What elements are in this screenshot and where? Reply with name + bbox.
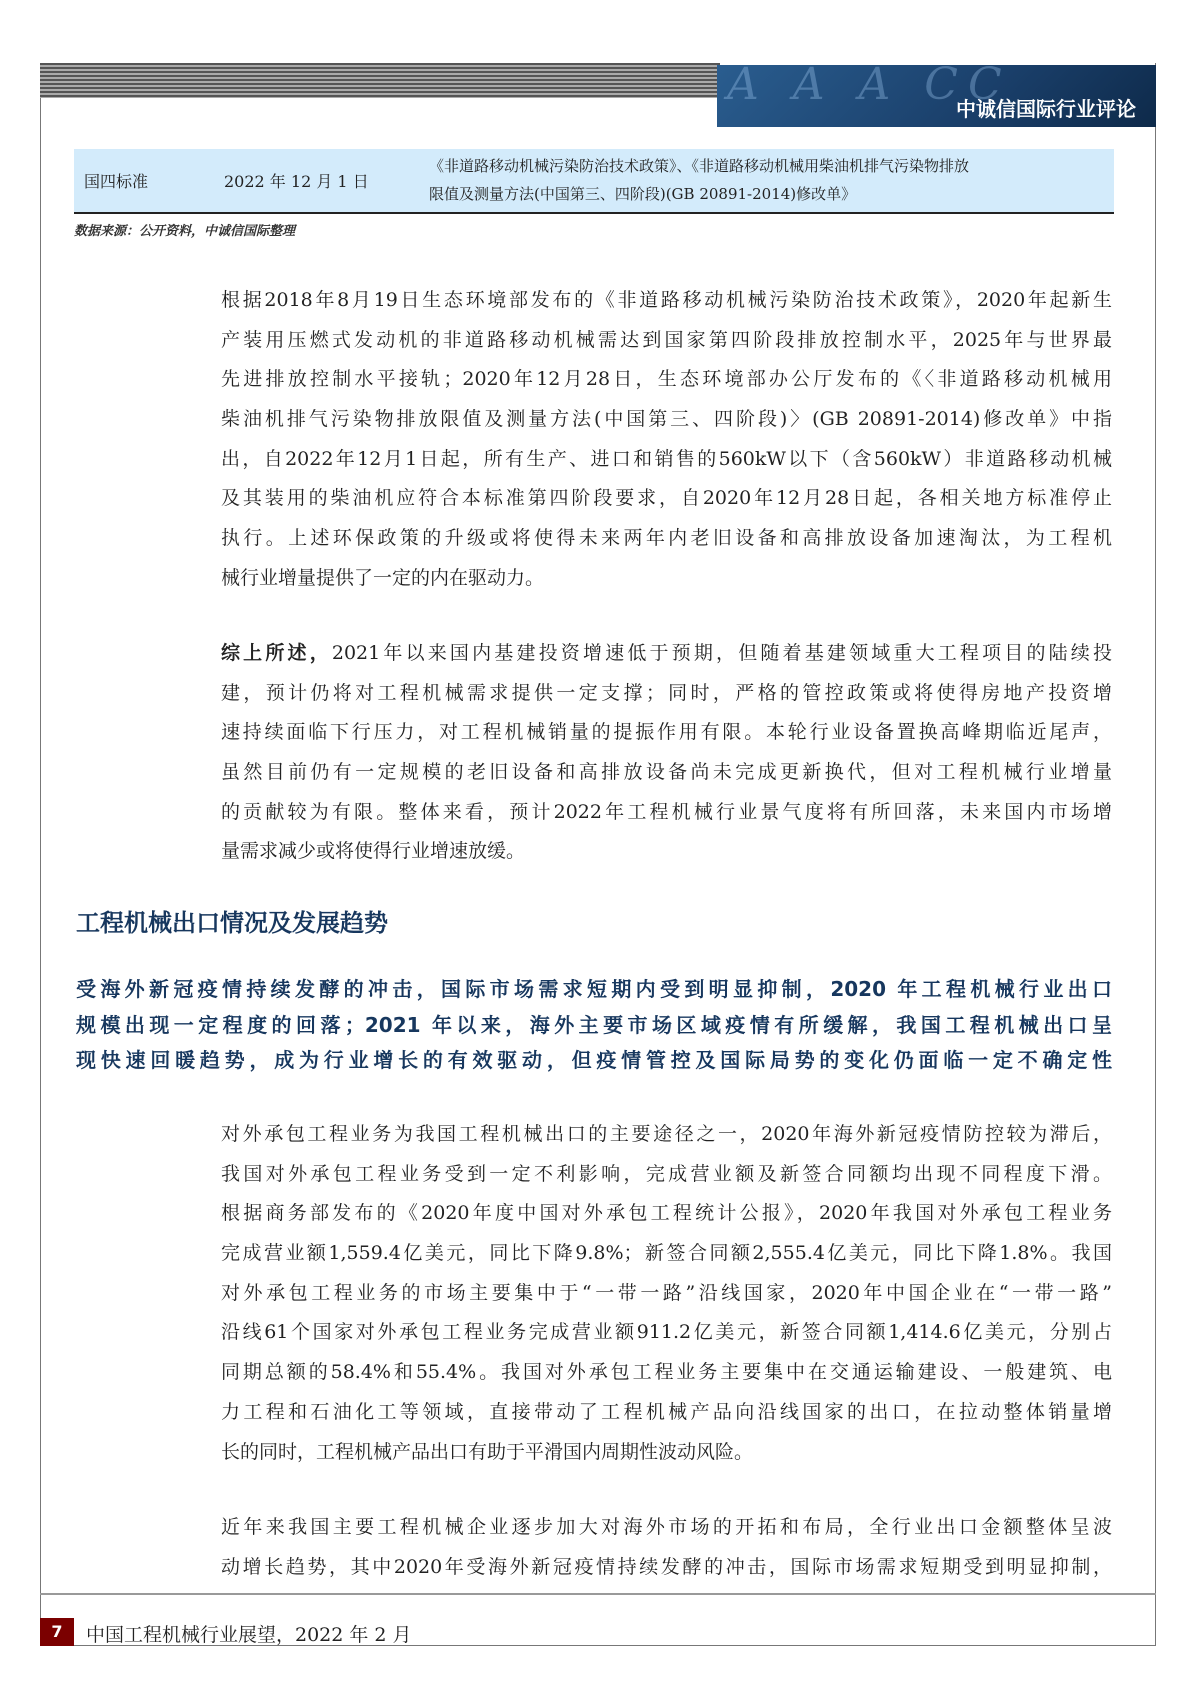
standards-table-row	[74, 149, 1114, 214]
standard-name: 国四标准	[84, 172, 149, 191]
text-line: 速持续面临下行压力，对工程机械销量的提振作用有限。本轮行业设备置换高峰期临近尾声，	[221, 721, 1112, 744]
lead-in: 综上所述，	[221, 642, 332, 664]
paragraph-environmental-policy	[221, 281, 1112, 599]
text-line: 出，自2022年12月1日起，所有生产、进口和销售的560kW以下（含560kW）非道路移动机械	[221, 447, 1112, 470]
text-line: 动增长趋势，其中2020年受海外新冠疫情持续发酵的冲击，国际市场需求短期受到明显抑制，	[221, 1555, 1112, 1578]
text-line: 及其装用的柴油机应符合本标准第四阶段要求，自2020年12月28日起，各相关地方标准停止	[221, 487, 1112, 510]
text-line: 建，预计仍将对工程机械需求提供一定支撑；同时，严格的管控政策或将使得房地产投资增	[221, 681, 1112, 704]
text-line: 执行。上述环保政策的升级或将使得未来两年内老旧设备和高排放设备加速淘汰，为工程机	[221, 527, 1112, 550]
brand-banner	[717, 65, 1156, 127]
footer-divider	[40, 1593, 1156, 1595]
text-line: 沿线61个国家对外承包工程业务完成营业额911.2亿美元，新签合同额1,414.6亿美元，分别占	[221, 1321, 1112, 1344]
text-line: 柴油机排气污染物排放限值及测量方法(中国第三、四阶段)〉(GB 20891-2014)修改单》中指	[221, 408, 1112, 431]
section-heading: 工程机械出口情况及发展趋势	[76, 909, 388, 937]
text-line: 产装用压燃式发动机的非道路移动机械需达到国家第四阶段排放控制水平，2025年与世界最	[221, 328, 1112, 351]
footer-title: 中国工程机械行业展望，2022 年 2 月	[86, 1624, 412, 1646]
text-line: 根据商务部发布的《2020年度中国对外承包工程统计公报》，2020年我国对外承包工程业务	[221, 1202, 1112, 1225]
header-stripes	[40, 63, 720, 98]
text-line: 长的同时，工程机械产品出口有助于平滑国内周期性波动风险。	[221, 1440, 754, 1463]
line-text: 2021年以来国内基建投资增速低于预期，但随着基建领域重大工程项目的陆续投	[331, 642, 1112, 664]
text-line: 同期总额的58.4%和55.4%。我国对外承包工程业务主要集中在交通运输建设、一般建筑、电	[221, 1361, 1112, 1384]
text-line: 械行业增量提供了一定的内在驱动力。	[221, 566, 545, 589]
section-key-summary	[76, 972, 1112, 1079]
paragraph-summary	[221, 634, 1112, 872]
text-line: 近年来我国主要工程机械企业逐步加大对海外市场的开拓和布局，全行业出口金额整体呈波	[221, 1516, 1112, 1538]
text-line: 对外承包工程业务的市场主要集中于“一带一路”沿线国家，2020年中国企业在“一带一路”	[221, 1281, 1112, 1304]
paragraph-export-trend	[221, 1508, 1112, 1587]
text-line	[221, 634, 1112, 674]
paragraph-overseas-contracting	[221, 1115, 1112, 1472]
text-line: 虽然目前仍有一定规模的老旧设备和高排放设备尚未完成更新换代，但对工程机械行业增量	[221, 761, 1112, 784]
text-line: 受海外新冠疫情持续发酵的冲击，国际市场需求短期内受到明显抑制，2020 年工程机械行业出口	[76, 977, 1112, 1001]
brand-logo-decoration: A A A CC	[727, 65, 1012, 110]
text-line: 根据2018年8月19日生态环境部发布的《非道路移动机械污染防治技术政策》，2020年起新生	[221, 289, 1112, 311]
text-line: 力工程和石油化工等领域，直接带动了工程机械产品向沿线国家的出口，在拉动整体销量增	[221, 1400, 1112, 1423]
data-source-note: 数据来源：公开资料，中诚信国际整理	[74, 224, 296, 239]
text-line: 对外承包工程业务为我国工程机械出口的主要途径之一，2020年海外新冠疫情防控较为滞后，	[221, 1123, 1112, 1145]
page-number: 7	[40, 1618, 74, 1646]
text-line: 现快速回暖趋势，成为行业增长的有效驱动，但疫情管控及国际局势的变化仍面临一定不确定性	[76, 1048, 1112, 1072]
policy-name-line2: 限值及测量方法(中国第三、四阶段)(GB 20891-2014)修改单》	[429, 185, 857, 203]
text-line: 的贡献较为有限。整体来看，预计2022年工程机械行业景气度将有所回落，未来国内市场增	[221, 800, 1112, 823]
text-line: 规模出现一定程度的回落；2021 年以来，海外主要市场区域疫情有所缓解，我国工程机械出口呈	[76, 1012, 1112, 1037]
effective-date: 2022 年 12 月 1 日	[224, 172, 369, 191]
text-line: 量需求减少或将使得行业增速放缓。	[221, 840, 526, 863]
policy-name-line1: 《非道路移动机械污染防治技术政策》、《非道路移动机械用柴油机排气污染物排放	[429, 157, 970, 175]
brand-title: 中诚信国际行业评论	[956, 97, 1136, 121]
text-line: 完成营业额1,559.4亿美元，同比下降9.8%；新签合同额2,555.4亿美元，同比下降1.8%。我国	[221, 1242, 1112, 1265]
text-line: 先进排放控制水平接轨；2020年12月28日，生态环境部办公厅发布的《〈非道路移动机械用	[221, 368, 1112, 391]
text-line: 我国对外承包工程业务受到一定不利影响，完成营业额及新签合同额均出现不同程度下滑。	[221, 1162, 1112, 1185]
